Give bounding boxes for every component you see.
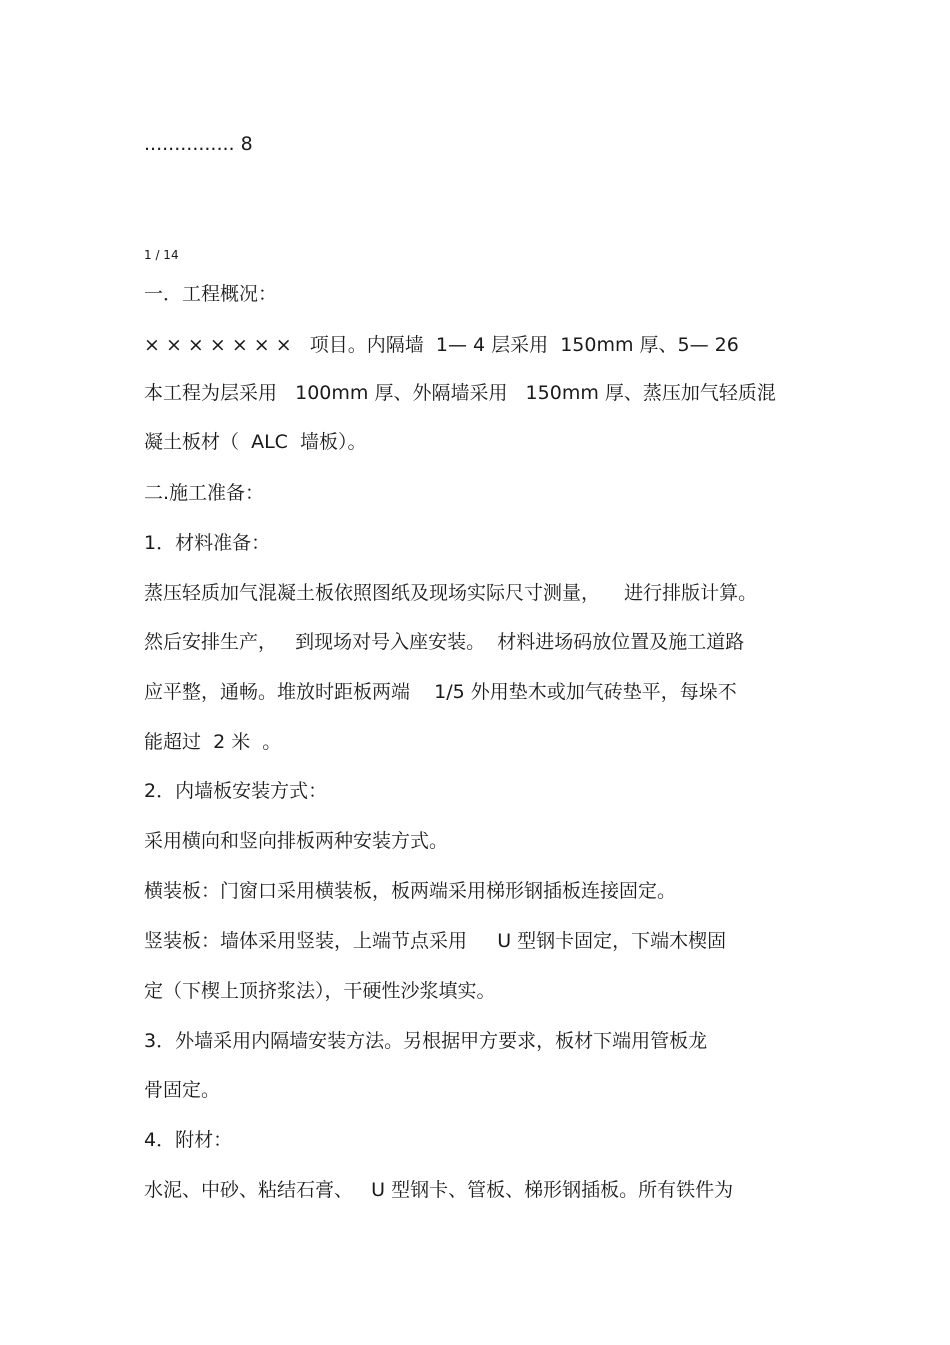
paragraph-line: 蒸压轻质加气混凝土板依照图纸及现场实际尺寸测量， 进行排版计算。 (144, 582, 758, 604)
paragraph-line: 应平整，通畅。堆放时距板两端 1/5 外用垫木或加气砖垫平，每垛不 (144, 681, 737, 703)
paragraph-line: 采用横向和竖向排板两种安装方式。 (144, 830, 449, 852)
section-heading-overview: 一．工程概况： (144, 283, 278, 305)
paragraph-line: 3．外墙采用内隔墙安装方法。另根据甲方要求，板材下端用管板龙 (144, 1030, 708, 1052)
paragraph-line: 水泥、中砂、粘结石膏、 U 型钢卡、管板、梯形钢插板。所有铁件为 (144, 1179, 734, 1201)
paragraph-line: 能超过 2 米 。 (144, 731, 282, 753)
toc-tail: ............... 8 (144, 133, 253, 155)
paragraph-line: 竖装板：墙体采用竖装，上端节点采用 U 型钢卡固定，下端木楔固 (144, 930, 727, 952)
paragraph-line: 然后安排生产， 到现场对号入座安装。 材料进场码放位置及施工道路 (144, 631, 745, 653)
subsection-heading-accessories: 4．附材： (144, 1129, 233, 1151)
paragraph-line: 定（下楔上顶挤浆法），干硬性沙浆填实。 (144, 980, 496, 1002)
section-heading-preparation: 二.施工准备： (144, 482, 265, 504)
page-number: 1 / 14 (144, 248, 179, 262)
paragraph-line: 骨固定。 (144, 1079, 221, 1101)
paragraph-line: 横装板：门窗口采用横装板，板两端采用梯形钢插板连接固定。 (144, 880, 677, 902)
paragraph-line: 凝土板材（ ALC 墙板）。 (144, 431, 367, 453)
subsection-heading-interior-install: 2．内墙板安装方式： (144, 780, 328, 802)
subsection-heading-materials: 1．材料准备： (144, 532, 271, 554)
paragraph-line: 本工程为层采用 100mm 厚、外隔墙采用 150mm 厚、蒸压加气轻质混 (144, 382, 776, 404)
paragraph-line: × × × × × × × 项目。内隔墙 1— 4 层采用 150mm 厚、5— 26 (144, 334, 739, 356)
